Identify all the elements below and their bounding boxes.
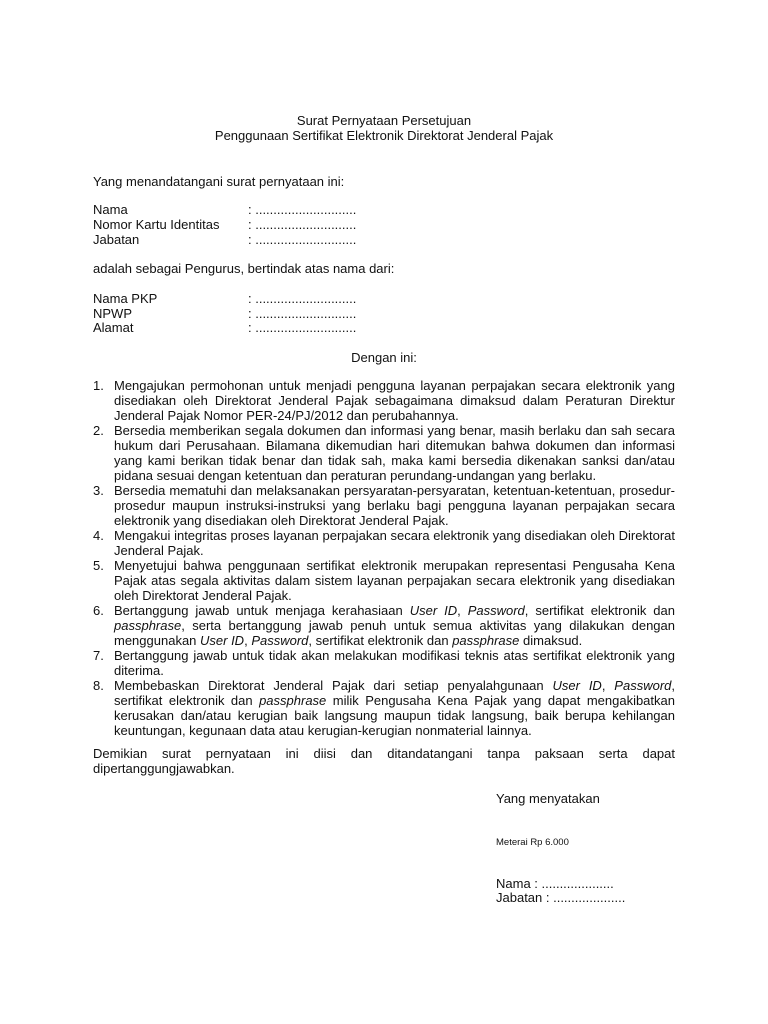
title-line-2: Penggunaan Sertifikat Elektronik Direktorat Jenderal Pajak: [214, 128, 554, 143]
term-passphrase: passphrase: [259, 693, 327, 708]
signer-name-label: Nama: [93, 202, 128, 217]
term-password: Password: [251, 633, 309, 648]
list-item-text: Membebaskan Direktorat Jenderal Pajak dari setiap penyalahgunaan User ID, Password, sertifikat elektronik dan passphrase milik Pengusaha Kena Pajak yang dapat mengakibatkan kerusakan dan/atau kerugian baik langsung maupun tidak langsung, baik berupa kehilangan keuntungan, kegunaan data atau kerugian-kerugian nonmaterial lainnya.: [114, 678, 675, 738]
list-item: [93, 528, 675, 558]
list-item: [93, 678, 675, 738]
company-address-label: Alamat: [93, 320, 134, 335]
term-user-id: User ID: [552, 678, 602, 693]
list-item: [93, 603, 675, 648]
list-item-text: Mengajukan permohonan untuk menjadi pengguna layanan perpajakan secara elektronik yang disediakan oleh Direktorat Jenderal Pajak sebagaimana dimaksud dalam Peraturan Direktur Jenderal Pajak Nomor PER-24/PJ/2012 dan perubahannya.: [114, 378, 675, 423]
term-passphrase: passphrase: [452, 633, 520, 648]
company-address-value: : ............................: [248, 320, 357, 335]
signature-heading: Yang menyatakan: [496, 791, 600, 806]
signer-id-label: Nomor Kartu Identitas: [93, 217, 220, 232]
list-item-number: 3.: [93, 483, 104, 498]
term-password: Password: [467, 603, 525, 618]
list-item-number: 2.: [93, 423, 104, 438]
company-name-label: Nama PKP: [93, 291, 158, 306]
term-passphrase: passphrase: [114, 618, 182, 633]
closing-paragraph: Demikian surat pernyataan ini diisi dan ditandatangani tanpa paksaan serta dapat dipertanggungjawabkan.: [93, 746, 675, 776]
company-npwp-value: : ............................: [248, 306, 357, 321]
list-item: [93, 558, 675, 603]
list-item-text: Mengakui integritas proses layanan perpajakan secara elektronik yang disediakan oleh Direktorat Jenderal Pajak.: [114, 528, 675, 558]
term-user-id: User ID: [200, 633, 245, 648]
list-item-text: Bertanggung jawab untuk menjaga kerahasiaan User ID, Password, sertifikat elektronik dan passphrase, serta bertanggung jawab penuh untuk semua aktivitas yang dilakukan dengan menggunakan User ID, Password, sertifikat elektronik dan passphrase dimaksud.: [114, 603, 675, 648]
list-item: [93, 378, 675, 423]
list-item-number: 8.: [93, 678, 104, 693]
signer-jabatan-value: : ............................: [248, 232, 357, 247]
title-line-1: Surat Pernyataan Persetujuan: [296, 113, 472, 128]
list-item-text: Bertanggung jawab untuk tidak akan melakukan modifikasi teknis atas sertifikat elektronik yang diterima.: [114, 648, 675, 678]
list-item-number: 1.: [93, 378, 104, 393]
meterai-label: Meterai Rp 6.000: [496, 837, 569, 848]
list-item-number: 6.: [93, 603, 104, 618]
signature-jabatan: Jabatan : ....................: [496, 890, 626, 905]
term-user-id: User ID: [409, 603, 458, 618]
company-npwp-label: NPWP: [93, 306, 132, 321]
dengan-ini-heading: Dengan ini:: [351, 350, 417, 365]
list-item-number: 4.: [93, 528, 104, 543]
signature-name: Nama : ....................: [496, 876, 614, 891]
list-item: [93, 648, 675, 678]
company-name-value: : ............................: [248, 291, 357, 306]
list-item-number: 7.: [93, 648, 104, 663]
list-item: [93, 483, 675, 528]
list-item-text: Bersedia memberikan segala dokumen dan informasi yang benar, masih berlaku dan sah secara hukum dari Perusahaan. Bilamana dikemudian hari ditemukan bahwa dokumen dan informasi yang kami berikan tidak benar dan tidak sah, maka kami bersedia dikenakan sanksi dan/atau pidana sesuai dengan ketentuan dan peraturan perundang-undangan yang berlaku.: [114, 423, 675, 483]
list-item-text: Bersedia mematuhi dan melaksanakan persyaratan-persyaratan, ketentuan-ketentuan, prosedur-prosedur maupun instruksi-instruksi yang berlaku bagi pengguna layanan perpajakan secara elektronik yang disediakan oleh Direktorat Jenderal Pajak.: [114, 483, 675, 528]
signer-name-value: : ............................: [248, 202, 357, 217]
signer-id-value: : ............................: [248, 217, 357, 232]
list-item-number: 5.: [93, 558, 104, 573]
signer-jabatan-label: Jabatan: [93, 232, 140, 247]
intro-text: Yang menandatangani surat pernyataan ini:: [93, 174, 345, 189]
term-password: Password: [614, 678, 672, 693]
statement-list: [93, 378, 675, 738]
on-behalf-text: adalah sebagai Pengurus, bertindak atas nama dari:: [93, 261, 395, 276]
list-item: [93, 423, 675, 483]
list-item-text: Menyetujui bahwa penggunaan sertifikat elektronik merupakan representasi Pengusaha Kena Pajak atas segala aktivitas dalam sistem layanan perpajakan secara elektronik yang disediakan oleh Direktorat Jenderal Pajak.: [114, 558, 675, 603]
